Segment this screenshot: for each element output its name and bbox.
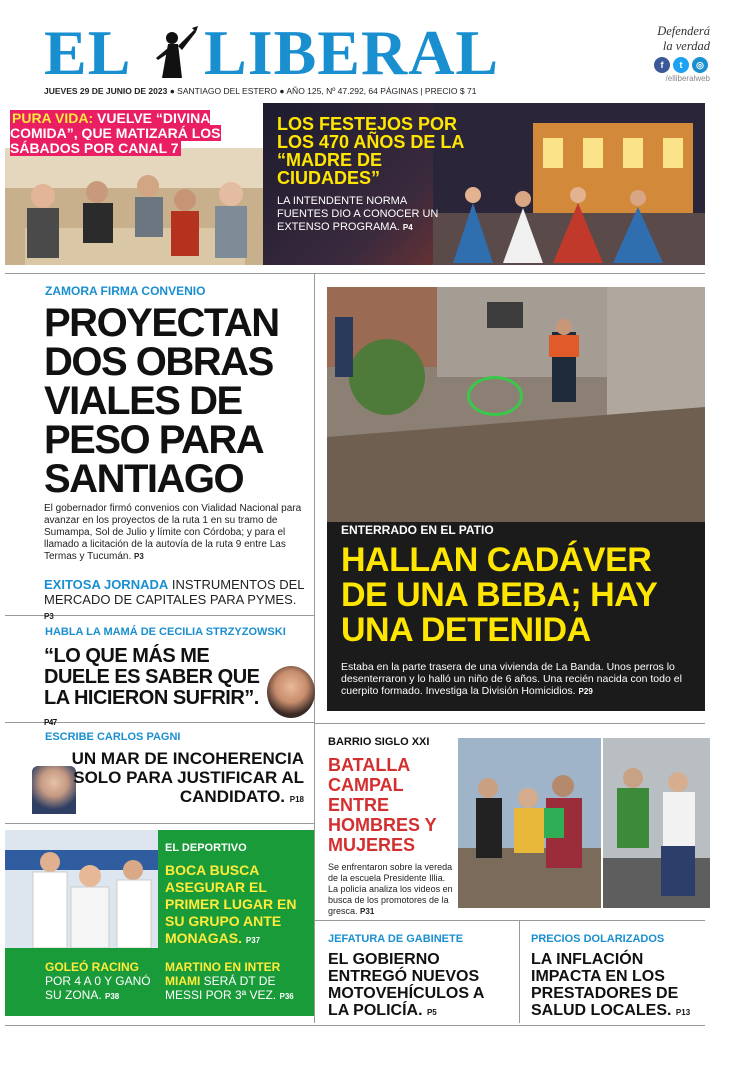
divider — [5, 823, 314, 824]
exitosa-story[interactable] — [44, 577, 309, 624]
page-ref: P5 — [426, 1008, 437, 1017]
lead-headline[interactable]: PROYECTAN DOS OBRAS VIALES DE PESO PARA SANTIAGO — [44, 301, 279, 501]
dolarizados-kicker: PRECIOS DOLARIZADOS — [531, 933, 665, 945]
dolarizados-headline[interactable] — [531, 951, 709, 1021]
gabinete-headline-text: EL GOBIERNO ENTREGÓ NUEVOS MOTOVEHÍCULOS A LA POLICÍA. — [328, 951, 484, 1019]
fight-photo-2 — [603, 738, 710, 908]
barrio-body — [328, 862, 453, 917]
page-ref: P37 — [245, 936, 261, 945]
sports-racing-text: POR 4 A 0 Y GANÓ SU ZONA. — [45, 974, 151, 1002]
divider — [5, 273, 705, 274]
page-ref: P13 — [675, 1008, 691, 1017]
crime-body — [341, 661, 701, 698]
barrio-kicker: BARRIO SIGLO XXI — [328, 736, 430, 748]
avatar — [267, 666, 315, 718]
lead-body — [44, 503, 309, 563]
fight-photo-1 — [458, 738, 601, 908]
lead-body-text: El gobernador firmó convenios con Vialidad Nacional para avanzar en los proyectos de la ruta 1 en su tramo de Sumampa, Sol de Julio y límite con Córdoba; y para el llamado a licitación de la autovía de la ruta 9 entre Las Termas y Tucumán. — [44, 503, 302, 562]
mama-quote[interactable] — [44, 646, 274, 733]
promo-pura-vida-text — [10, 111, 260, 156]
page-ref: P4 — [402, 223, 413, 232]
dateline-details: ● SANTIAGO DEL ESTERO ● AÑO 125, Nº 47.292, 64 PÁGINAS | PRECIO $ 71 — [169, 86, 477, 96]
promo-pura-vida-photo — [5, 148, 263, 265]
promo-festejos-body — [277, 195, 442, 234]
sports-headline[interactable] — [165, 862, 310, 949]
logo-el: EL — [44, 17, 132, 88]
barrio-body-text: Se enfrentaron sobre la vereda de la escuela Presidente Illia. La policía analiza los videos en busca de los promotores de la gresca. — [328, 862, 453, 916]
dolarizados-headline-text: LA INFLACIÓN IMPACTA EN LOS PRESTADORES DE SALUD LOCALES. — [531, 951, 679, 1019]
football-players-photo — [5, 830, 158, 948]
dinner-table-photo — [5, 148, 263, 265]
sports-inter-story[interactable] — [165, 960, 310, 1004]
logo-liberal: LIBERAL — [204, 17, 500, 88]
masthead — [44, 17, 534, 88]
crime-story[interactable] — [327, 287, 705, 711]
facebook-icon[interactable]: f — [654, 57, 670, 73]
sports-racing-kicker: GOLEÓ RACING — [45, 960, 140, 974]
dateline-date: JUEVES 29 DE JUNIO DE 2023 — [44, 86, 168, 96]
sports-racing-story[interactable] — [45, 960, 160, 1004]
page-ref: P47 — [44, 718, 57, 727]
dateline — [44, 86, 476, 96]
sports-kicker: EL DEPORTIVO — [165, 842, 247, 854]
barrio-headline[interactable]: BATALLA CAMPAL ENTRE HOMBRES Y MUJERES — [328, 755, 437, 855]
crime-kicker: ENTERRADO EN EL PATIO — [341, 523, 494, 537]
sports-inter-kicker: MARTINO EN INTER MIAMI — [165, 960, 281, 988]
crime-body-text: Estaba en la parte trasera de una vivienda de La Banda. Unos perros lo desenterraron y lo halló un niño de 6 años. Una recién nacida con todo el cuerpito formado. Investiga la División Homicidios. — [341, 661, 682, 697]
twitter-icon[interactable]: t — [673, 57, 689, 73]
pagni-headline-text: UN MAR DE INCOHERENCIA SOLO PARA JUSTIFICAR AL CANDIDATO. — [71, 749, 304, 806]
page-ref: P38 — [105, 992, 120, 1001]
divider — [314, 273, 315, 1023]
promo-festejos[interactable] — [263, 103, 705, 265]
lead-kicker: ZAMORA FIRMA CONVENIO — [45, 284, 206, 298]
page-ref: P3 — [44, 612, 54, 621]
social-icons — [648, 57, 708, 73]
sports-photo — [5, 830, 158, 948]
mama-quote-text: “LO QUE MÁS ME DUELE ES SABER QUE LA HICIERON SUFRIR”. — [44, 645, 260, 709]
promo-pura-vida-headline: VUELVE “DIVINA COMIDA”, QUE MATIZARÁ LOS SÁBADOS POR CANAL 7 — [10, 110, 221, 156]
liberty-figure-icon — [146, 26, 204, 82]
promo-festejos-body-text: LA INTENDENTE NORMA FUENTES DIO A CONOCER UN EXTENSO PROGRAMA. — [277, 195, 439, 233]
gabinete-headline[interactable] — [328, 951, 508, 1021]
page-ref: P31 — [360, 907, 375, 916]
divider — [314, 723, 705, 724]
crime-headline: HALLAN CADÁVER DE UNA BEBA; HAY UNA DETENIDA — [341, 541, 657, 649]
divider — [314, 920, 705, 921]
slogan-line-1: Defenderá — [657, 24, 710, 38]
street-fight-photo — [458, 738, 601, 908]
sports-inter-text: SERÁ DT DE MESSI POR 3ª VEZ. — [165, 974, 277, 1002]
instagram-icon[interactable]: ◎ — [692, 57, 708, 73]
promo-pura-vida-kicker: PURA VIDA: — [12, 110, 94, 126]
street-fight-photo — [603, 738, 710, 908]
exitosa-kicker: EXITOSA JORNADA — [44, 577, 169, 592]
page-ref: P3 — [134, 552, 144, 561]
slogan — [640, 24, 710, 54]
page-ref: P18 — [289, 795, 304, 804]
promo-festejos-headline: LOS FESTEJOS POR LOS 470 AÑOS DE LA “MADRE DE CIUDADES” — [277, 114, 464, 188]
exitosa-text: INSTRUMENTOS DEL MERCADO DE CAPITALES PARA PYMES. — [44, 577, 305, 607]
gabinete-kicker: JEFATURA DE GABINETE — [328, 933, 464, 945]
highlight-circle — [467, 376, 523, 416]
sports-section[interactable] — [5, 830, 314, 1016]
promo-pura-vida[interactable] — [5, 103, 263, 265]
social-handle: /elliberalweb — [665, 74, 710, 83]
page-ref: P29 — [578, 687, 593, 696]
divider — [5, 1025, 705, 1026]
pagni-headline[interactable] — [44, 749, 304, 809]
page-ref: P36 — [279, 992, 294, 1001]
slogan-line-2: la verdad — [662, 39, 710, 53]
mama-kicker: HABLA LA MAMÁ DE CECILIA STRZYZOWSKI — [45, 626, 286, 638]
divider — [519, 920, 520, 1023]
pagni-kicker: ESCRIBE CARLOS PAGNI — [45, 731, 181, 743]
sports-headline-text: BOCA BUSCA ASEGURAR EL PRIMER LUGAR EN SU GRUPO ANTE MONAGAS. — [165, 862, 297, 946]
